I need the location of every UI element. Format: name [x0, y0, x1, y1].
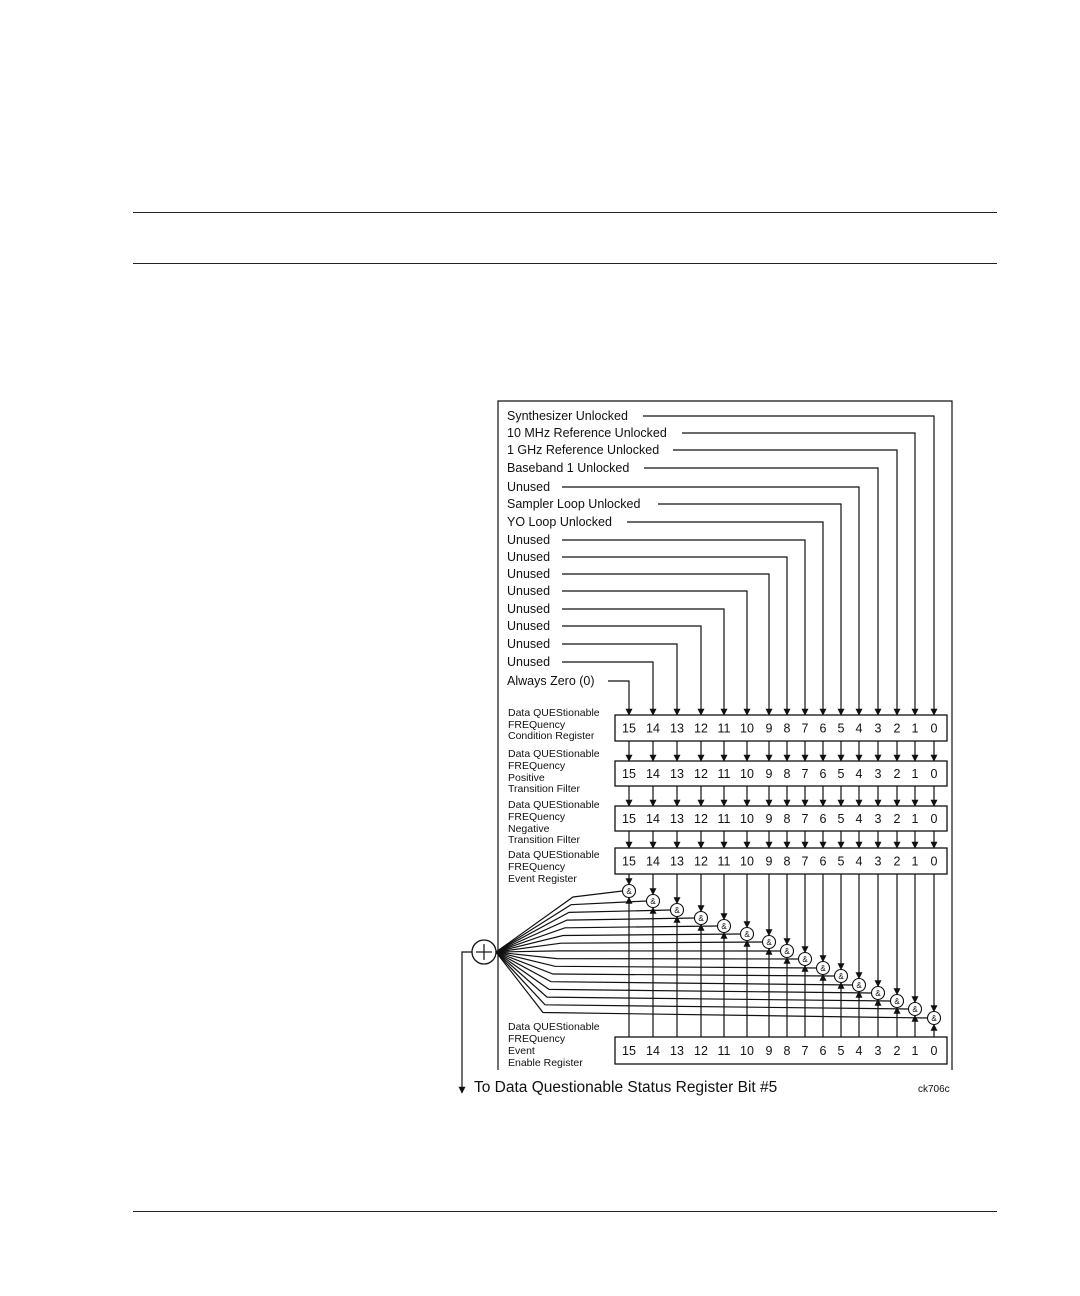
- register-label: FREQuency: [508, 719, 566, 731]
- summary-output-arrow: [462, 952, 472, 1093]
- bit-number: 12: [694, 767, 708, 781]
- bit-number: 3: [874, 854, 882, 869]
- bit-number: 10: [740, 767, 754, 781]
- bit-number: 14: [646, 1044, 660, 1058]
- bit-number: 2: [893, 721, 901, 736]
- and-gate-symbol: &: [912, 1005, 918, 1014]
- summary-output-label: To Data Questionable Status Register Bit #5: [474, 1079, 778, 1096]
- bit-number: 0: [930, 1044, 938, 1058]
- register-label: Positive: [508, 772, 545, 784]
- register-label: FREQuency: [508, 861, 566, 873]
- bit-number: 12: [694, 812, 708, 826]
- signal-line: [562, 557, 787, 715]
- register-label: Event Register: [508, 873, 577, 885]
- bit-number: 9: [765, 1044, 773, 1058]
- bit-number: 14: [646, 767, 660, 781]
- bit-number: 12: [694, 854, 708, 869]
- register-label: Transition Filter: [508, 834, 580, 846]
- register-label: Data QUEStionable: [508, 799, 600, 811]
- and-gate-symbol: &: [626, 887, 632, 896]
- bit-number: 14: [646, 721, 660, 736]
- bit-number: 4: [855, 767, 863, 781]
- signal-label: Sampler Loop Unlocked: [507, 497, 641, 511]
- bit-number: 10: [740, 721, 754, 736]
- bit-number: 7: [801, 767, 809, 781]
- bit-number: 13: [670, 812, 684, 826]
- bit-number: 1: [911, 812, 919, 826]
- bit-number: 11: [717, 812, 731, 826]
- bit-number: 4: [855, 721, 863, 736]
- signal-label: Unused: [507, 567, 551, 581]
- and-gate-symbol: &: [875, 989, 881, 998]
- signal-label: 1 GHz Reference Unlocked: [507, 443, 660, 457]
- register-label: FREQuency: [508, 811, 566, 823]
- bit-number: 3: [874, 721, 882, 736]
- bit-number: 8: [783, 1044, 791, 1058]
- bit-number: 9: [765, 854, 773, 869]
- and-gate-symbol: &: [894, 997, 900, 1006]
- signal-line: [562, 626, 701, 715]
- register-label: Transition Filter: [508, 783, 580, 795]
- bit-number: 1: [911, 767, 919, 781]
- signal-line: [673, 450, 897, 715]
- bit-number: 0: [930, 854, 938, 869]
- register-label: Condition Register: [508, 730, 595, 742]
- signal-line: [643, 416, 934, 715]
- bit-number: 12: [694, 1044, 708, 1058]
- figure-code: ck706c: [918, 1084, 950, 1095]
- bit-number: 1: [911, 854, 919, 869]
- bit-number: 2: [893, 1044, 901, 1058]
- bit-number: 5: [837, 854, 845, 869]
- bit-number: 14: [646, 812, 660, 826]
- bit-number: 9: [765, 812, 773, 826]
- register-label: Data QUEStionable: [508, 1021, 600, 1033]
- register-label: Data QUEStionable: [508, 707, 600, 719]
- and-gate-symbol: &: [721, 922, 727, 931]
- and-gate-symbol: &: [820, 964, 826, 973]
- signal-label: Unused: [507, 533, 551, 547]
- bit-number: 8: [783, 767, 791, 781]
- gate-to-sum-line: [496, 952, 799, 959]
- signal-label: Synthesizer Unlocked: [507, 409, 628, 423]
- bit-number: 7: [801, 1044, 809, 1058]
- gate-to-sum-line: [496, 951, 781, 952]
- bit-number: 2: [893, 812, 901, 826]
- signal-label: Always Zero (0): [507, 674, 595, 688]
- signal-label: Unused: [507, 602, 551, 616]
- bit-number: 5: [837, 1044, 845, 1058]
- and-gate-symbol: &: [674, 906, 680, 915]
- bit-number: 4: [855, 812, 863, 826]
- register-label: Enable Register: [508, 1057, 583, 1069]
- bit-number: 11: [717, 767, 731, 781]
- bit-number: 3: [874, 767, 882, 781]
- bit-number: 5: [837, 721, 845, 736]
- bit-number: 8: [783, 854, 791, 869]
- bit-number: 7: [801, 721, 809, 736]
- signal-label: Baseband 1 Unlocked: [507, 461, 630, 475]
- bit-number: 6: [819, 1044, 827, 1058]
- bit-number: 5: [837, 767, 845, 781]
- bit-number: 2: [893, 767, 901, 781]
- bit-number: 11: [717, 854, 731, 869]
- bit-number: 13: [670, 854, 684, 869]
- bit-number: 7: [801, 812, 809, 826]
- bit-number: 15: [622, 1044, 636, 1058]
- bit-number: 10: [740, 812, 754, 826]
- bit-number: 15: [622, 767, 636, 781]
- signal-label: Unused: [507, 655, 551, 669]
- bit-number: 2: [893, 854, 901, 869]
- and-gate-symbol: &: [650, 897, 656, 906]
- signal-line: [627, 522, 823, 715]
- bit-number: 6: [819, 812, 827, 826]
- bit-number: 6: [819, 854, 827, 869]
- bit-number: 4: [855, 854, 863, 869]
- and-gate-symbol: &: [698, 914, 704, 923]
- bit-number: 9: [765, 721, 773, 736]
- bit-number: 15: [622, 721, 636, 736]
- bit-number: 3: [874, 812, 882, 826]
- bit-number: 10: [740, 854, 754, 869]
- signal-label: Unused: [507, 619, 551, 633]
- and-gate-symbol: &: [744, 930, 750, 939]
- bit-number: 12: [694, 721, 708, 736]
- bit-number: 9: [765, 767, 773, 781]
- bit-number: 11: [717, 1044, 731, 1058]
- bit-number: 15: [622, 854, 636, 869]
- bit-number: 11: [717, 721, 731, 736]
- signal-label: YO Loop Unlocked: [507, 515, 612, 529]
- signal-label: 10 MHz Reference Unlocked: [507, 426, 667, 440]
- bit-number: 1: [911, 721, 919, 736]
- and-gate-symbol: &: [931, 1014, 937, 1023]
- and-gate-symbol: &: [784, 947, 790, 956]
- bit-number: 6: [819, 767, 827, 781]
- signal-label: Unused: [507, 637, 551, 651]
- bit-number: 6: [819, 721, 827, 736]
- register-label: Event: [508, 1045, 535, 1057]
- bit-number: 0: [930, 767, 938, 781]
- and-gate-symbol: &: [802, 955, 808, 964]
- and-gate-symbol: &: [856, 981, 862, 990]
- bit-number: 8: [783, 812, 791, 826]
- bit-number: 3: [874, 1044, 882, 1058]
- and-gate-symbol: &: [838, 972, 844, 981]
- register-label: Negative: [508, 823, 550, 835]
- bit-number: 15: [622, 812, 636, 826]
- bit-number: 4: [855, 1044, 863, 1058]
- bit-number: 0: [930, 721, 938, 736]
- bit-number: 13: [670, 721, 684, 736]
- signal-label: Unused: [507, 584, 551, 598]
- bit-number: 14: [646, 854, 660, 869]
- bit-number: 13: [670, 767, 684, 781]
- register-label: Data QUEStionable: [508, 849, 600, 861]
- register-label: FREQuency: [508, 760, 566, 772]
- bit-number: 8: [783, 721, 791, 736]
- bit-number: 0: [930, 812, 938, 826]
- bit-number: 5: [837, 812, 845, 826]
- signal-line: [608, 681, 629, 715]
- signal-label: Unused: [507, 480, 551, 494]
- bit-number: 10: [740, 1044, 754, 1058]
- bit-number: 13: [670, 1044, 684, 1058]
- bit-number: 7: [801, 854, 809, 869]
- signal-label: Unused: [507, 550, 551, 564]
- bit-number: 1: [911, 1044, 919, 1058]
- and-gate-symbol: &: [766, 938, 772, 947]
- register-label: Data QUEStionable: [508, 748, 600, 760]
- register-label: FREQuency: [508, 1033, 566, 1045]
